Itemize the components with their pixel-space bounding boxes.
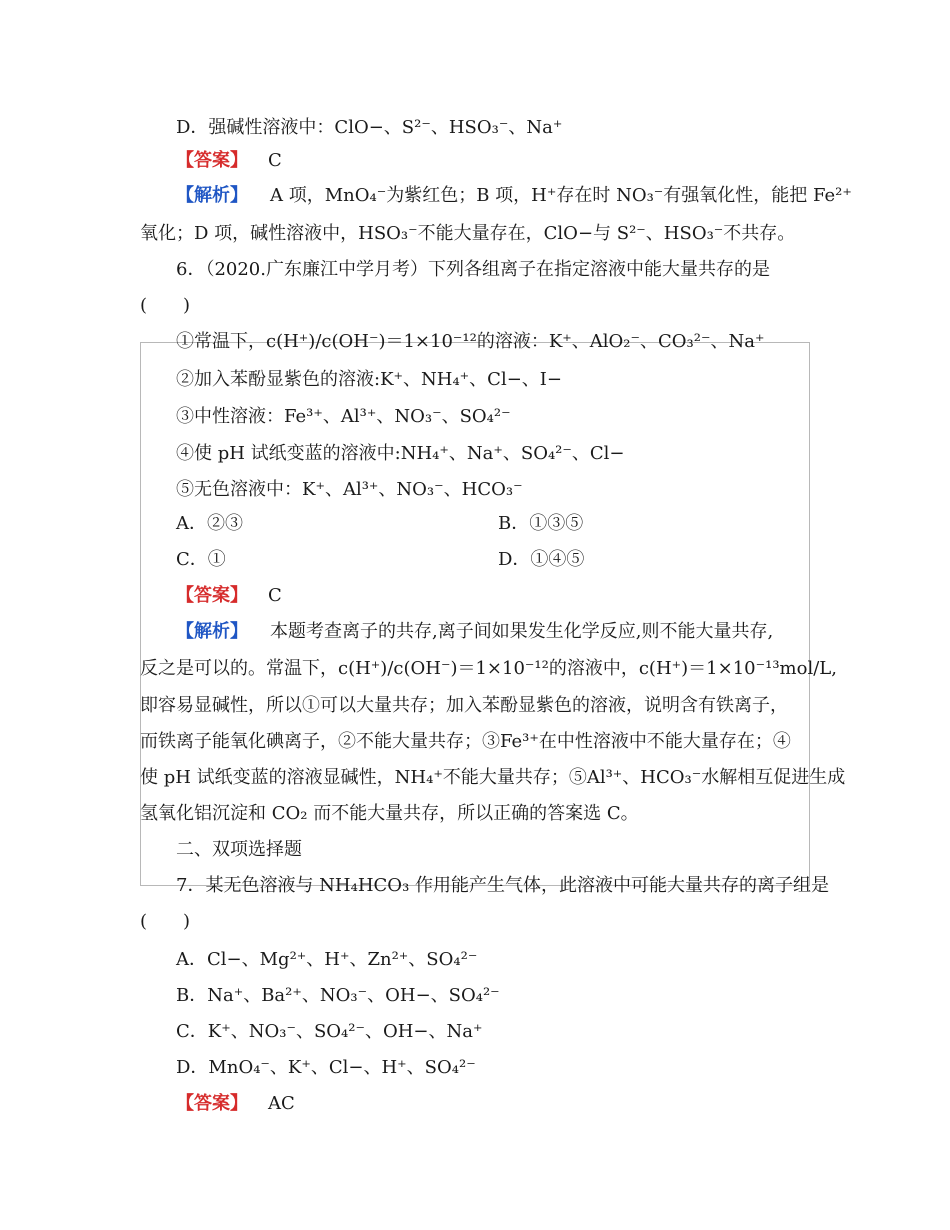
analysis-text: 反之是可以的。常温下，c(H⁺)/c(OH⁻)＝1×10⁻¹²的溶液中，c(H⁺)＝1×10⁻¹³mol/L, bbox=[140, 658, 837, 679]
answer-tag: 【答案】 bbox=[176, 1093, 248, 1114]
condition-item: ①常温下，c(H⁺)/c(OH⁻)＝1×10⁻¹²的溶液：K⁺、AlO₂⁻、CO₃²⁻、Na⁺ bbox=[176, 331, 765, 352]
analysis-text: 本题考查离子的共存,离子间如果发生化学反应,则不能大量共存, bbox=[270, 621, 774, 642]
analysis-text: 氧化；D 项，碱性溶液中，HSO₃⁻不能大量存在，ClO−与 S²⁻、HSO₃⁻不共存。 bbox=[140, 223, 796, 244]
analysis-tag: 【解析】 bbox=[176, 185, 248, 206]
option-d: D．MnO₄⁻、K⁺、Cl−、H⁺、SO₄²⁻ bbox=[176, 1057, 476, 1078]
option-b: B．Na⁺、Ba²⁺、NO₃⁻、OH−、SO₄²⁻ bbox=[176, 985, 500, 1006]
answer-tag: 【答案】 bbox=[176, 585, 248, 606]
question-bracket: ( ) bbox=[140, 295, 191, 316]
question-title: 7．某无色溶液与 NH₄HCO₃ 作用能产生气体，此溶液中可能大量共存的离子组是 bbox=[176, 875, 829, 896]
option-c: C．K⁺、NO₃⁻、SO₄²⁻、OH−、Na⁺ bbox=[176, 1021, 483, 1042]
answer-tag: 【答案】 bbox=[176, 150, 248, 171]
option-d: D．①④⑤ bbox=[498, 549, 585, 570]
answer-value: C bbox=[268, 150, 282, 171]
analysis-text: 即容易显碱性，所以①可以大量共存；加入苯酚显紫色的溶液，说明含有铁离子， bbox=[140, 695, 788, 716]
section-heading: 二、双项选择题 bbox=[176, 839, 302, 860]
condition-item: ②加入苯酚显紫色的溶液:K⁺、NH₄⁺、Cl−、I− bbox=[176, 369, 562, 390]
question-bracket: ( ) bbox=[140, 911, 191, 932]
option-a: A．Cl−、Mg²⁺、H⁺、Zn²⁺、SO₄²⁻ bbox=[176, 949, 478, 970]
option-a: A．②③ bbox=[176, 513, 243, 534]
analysis-text: 氢氧化铝沉淀和 CO₂ 而不能大量共存，所以正确的答案选 C。 bbox=[140, 803, 639, 824]
condition-item: ⑤无色溶液中：K⁺、Al³⁺、NO₃⁻、HCO₃⁻ bbox=[176, 479, 523, 500]
option-b: B．①③⑤ bbox=[498, 513, 584, 534]
condition-item: ④使 pH 试纸变蓝的溶液中:NH₄⁺、Na⁺、SO₄²⁻、Cl− bbox=[176, 443, 625, 464]
condition-item: ③中性溶液：Fe³⁺、Al³⁺、NO₃⁻、SO₄²⁻ bbox=[176, 406, 511, 427]
analysis-tag: 【解析】 bbox=[176, 621, 248, 642]
analysis-text: 使 pH 试纸变蓝的溶液显碱性，NH₄⁺不能大量共存；⑤Al³⁺、HCO₃⁻水解相互促进生成 bbox=[140, 767, 846, 788]
question-title: 6．（2020.广东廉江中学月考）下列各组离子在指定溶液中能大量共存的是 bbox=[176, 259, 770, 280]
option-c: C．① bbox=[176, 549, 226, 570]
answer-value: AC bbox=[268, 1093, 295, 1114]
option-d: D．强碱性溶液中：ClO−、S²⁻、HSO₃⁻、Na⁺ bbox=[176, 117, 563, 138]
answer-value: C bbox=[268, 585, 282, 606]
analysis-text: A 项，MnO₄⁻为紫红色；B 项，H⁺存在时 NO₃⁻有强氧化性，能把 Fe²⁺ bbox=[270, 185, 852, 206]
analysis-text: 而铁离子能氧化碘离子，②不能大量共存；③Fe³⁺在中性溶液中不能大量存在；④ bbox=[140, 731, 791, 752]
